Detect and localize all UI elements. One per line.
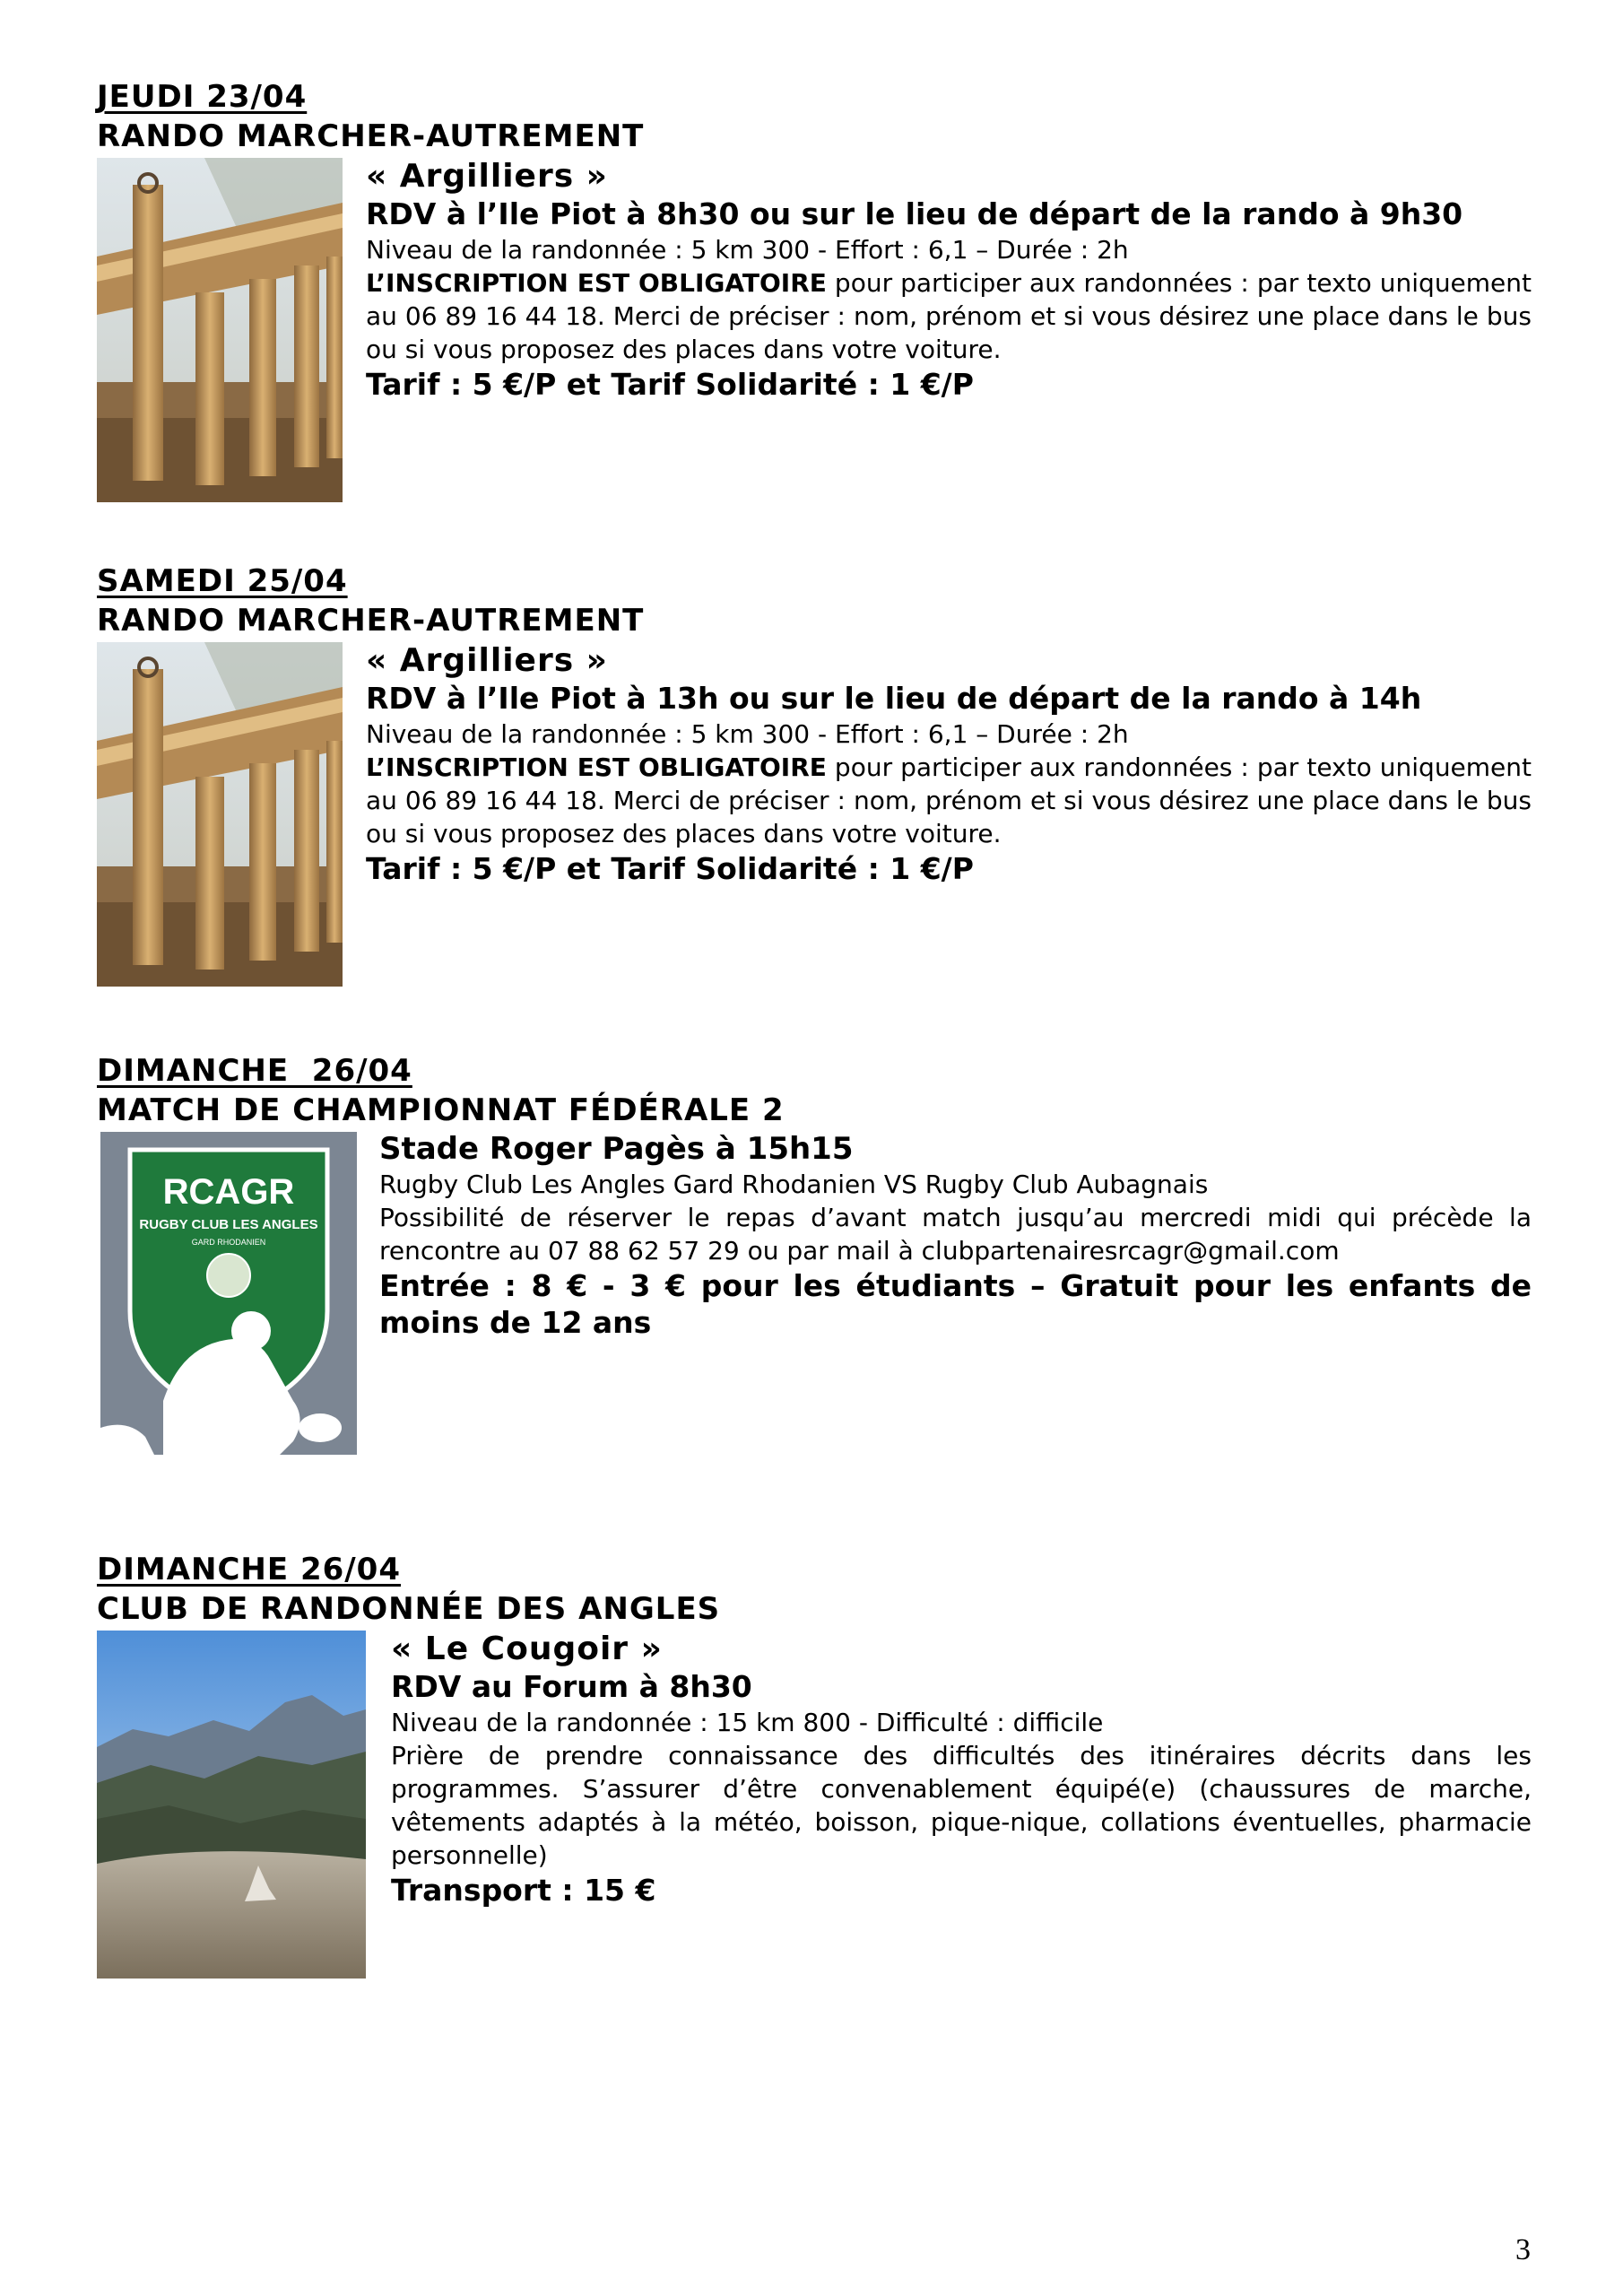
- event-title: RANDO MARCHER-AUTREMENT: [97, 603, 645, 639]
- event-date: SAMEDI 25/04: [97, 563, 348, 599]
- event-match: [97, 1051, 1532, 1340]
- event-date: DIMANCHE 26/04: [97, 1053, 412, 1089]
- event-date: DIMANCHE 26/04: [97, 1552, 401, 1587]
- logo-region: GARD RHODANIEN: [191, 1238, 266, 1247]
- event-inscription: [366, 751, 1532, 850]
- event-entry: Entrée : 8 € - 3 € pour les étudiants – Gratuit pour les enfants de moins de 12 ans: [379, 1268, 1532, 1340]
- event-title: RANDO MARCHER-AUTREMENT: [97, 118, 645, 154]
- event-level: Niveau de la randonnée : 15 km 800 - Difficulté : difficile: [391, 1708, 1104, 1737]
- event-rdv: RDV au Forum à 8h30: [391, 1669, 752, 1704]
- event-samedi: [97, 561, 1532, 886]
- event-level: Niveau de la randonnée : 5 km 300 - Effort : 6,1 – Durée : 2h: [366, 719, 1129, 749]
- logo-club-name: RUGBY CLUB LES ANGLES: [139, 1217, 318, 1232]
- event-name: « Argilliers »: [366, 158, 608, 195]
- event-rdv: RDV à l’Ile Piot à 8h30 ou sur le lieu de départ de la rando à 9h30: [366, 196, 1463, 231]
- event-body: [391, 1631, 1532, 1909]
- event-jeudi: [97, 77, 1532, 402]
- event-body: [366, 642, 1532, 888]
- event-title: CLUB DE RANDONNÉE DES ANGLES: [97, 1591, 721, 1627]
- event-body: [366, 158, 1532, 404]
- event-rdv: RDV à l’Ile Piot à 13h ou sur le lieu de départ de la rando à 14h: [366, 681, 1422, 716]
- colonnade-photo: [97, 642, 343, 987]
- inscription-details: pour participer aux randonnées : par texto uniquement au 06 89 16 44 18. Merci de préciser : nom, prénom et si vous désirez une place dans le bus ou si vous proposez des places dans votre voiture.: [366, 752, 1532, 848]
- event-inscription: [366, 266, 1532, 366]
- event-randonnee: [97, 1550, 1532, 1908]
- rcagr-logo: [100, 1132, 357, 1455]
- colonnade-photo: [97, 158, 343, 502]
- event-name: « Le Cougoir »: [391, 1631, 663, 1667]
- inscription-details: pour participer aux randonnées : par texto uniquement au 06 89 16 44 18. Merci de préciser : nom, prénom et si vous désirez une place dans le bus ou si vous proposez des places dans votre voiture.: [366, 268, 1532, 364]
- event-date: JEUDI 23/04: [97, 79, 308, 115]
- event-name: « Argilliers »: [366, 642, 608, 679]
- event-info: Possibilité de réserver le repas d’avant match jusqu’au mercredi midi qui précède la rencontre au 07 88 62 57 29 ou par mail à clubpartenairesrcagr@gmail.com: [379, 1203, 1532, 1265]
- event-tarif: Tarif : 5 €/P et Tarif Solidarité : 1 €/P: [366, 851, 974, 886]
- event-venue: Stade Roger Pagès à 15h15: [379, 1131, 854, 1167]
- event-tarif: Tarif : 5 €/P et Tarif Solidarité : 1 €/P: [366, 367, 974, 402]
- event-info: Prière de prendre connaissance des difficultés des itinéraires décrits dans les programmes. S’assurer d’être convenablement équipé(e) (chaussures de marche, vêtements adaptés à la météo, boisson, pique-nique, collations éventuelles, pharmacie personnelle): [391, 1741, 1532, 1870]
- inscription-required: L’INSCRIPTION EST OBLIGATOIRE: [366, 268, 827, 298]
- mountain-photo: [97, 1631, 366, 1979]
- inscription-required: L’INSCRIPTION EST OBLIGATOIRE: [366, 752, 827, 782]
- event-title: MATCH DE CHAMPIONNAT FÉDÉRALE 2: [97, 1092, 785, 1128]
- page-number: 3: [1515, 2233, 1531, 2266]
- logo-acronym: RCAGR: [162, 1172, 295, 1212]
- event-teams: Rugby Club Les Angles Gard Rhodanien VS Rugby Club Aubagnais: [379, 1170, 1209, 1199]
- event-body: [379, 1130, 1532, 1341]
- event-transport: Transport : 15 €: [391, 1873, 656, 1908]
- event-level: Niveau de la randonnée : 5 km 300 - Effort : 6,1 – Durée : 2h: [366, 235, 1129, 265]
